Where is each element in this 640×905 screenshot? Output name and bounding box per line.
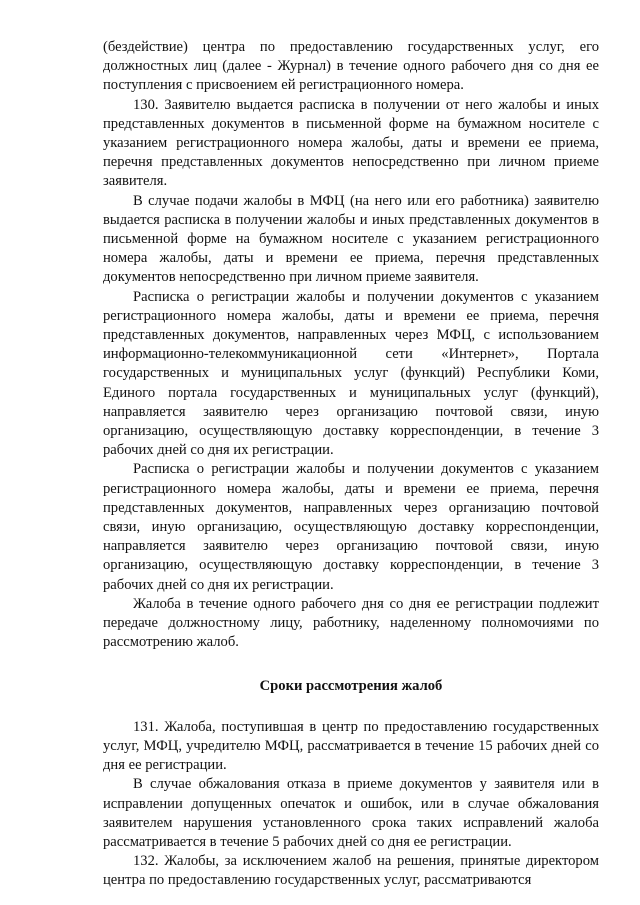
paragraph-receipt-internet: Расписка о регистрации жалобы и получении документов с указанием регистрационного номера жалобы, даты и времени ее приема, перечня представленных документов, направленных через МФЦ, с использованием информационно-телекоммуникационной сети «Интернет», Портала государственных и муниципальных услуг (функций) Республики Коми, Единого портала государственных и муниципальных услуг (функций), направляется заявителю через организацию почтовой связи, иную организацию, осуществляющую доставку корреспонденции, в течение 3 рабочих дней со дня их регистрации. — [103, 288, 599, 459]
paragraph-mfc-receipt: В случае подачи жалобы в МФЦ (на него или его работника) заявителю выдается расписка в получении жалобы и иных представленных документов в письменной форме на бумажном носителе с указанием регистрационного номера жалобы, даты и времени ее приема, перечня представленных документов непосредственно при личном приеме заявителя. — [103, 192, 599, 286]
section-heading: Сроки рассмотрения жалоб — [259, 677, 443, 694]
paragraph-continuation: (бездействие) центра по предоставлению государственных услуг, его должностных лиц (далее - Журнал) в течение одного рабочего дня со дня ее поступления с присвоением ей регистрационного номера. — [103, 39, 599, 94]
paragraph-130: 130. Заявителю выдается расписка в получении от него жалобы и иных представленных документов в письменной форме на бумажном носителе с указанием регистрационного номера жалобы, даты и времени ее приема, перечня представленных документов непосредственно при личном приеме заявителя. — [103, 96, 599, 190]
paragraph-appeal-refusal: В случае обжалования отказа в приеме документов у заявителя или в исправлении допущенных опечаток и ошибок, или в случае обжалования заявителем нарушения установленного срока таких исправлений жалоба рассматривается в течение 5 рабочих дней со дня ее регистрации. — [103, 776, 599, 850]
paragraph-receipt-postal: Расписка о регистрации жалобы и получении документов с указанием регистрационного номера жалобы, даты и времени ее приема, перечня представленных документов, направленных через организацию почтовой связи, иную организацию, осуществляющую доставку корреспонденции, направляется заявителю через организацию почтовой связи, иную организацию, осуществляющую доставку корреспонденции, в течение 3 рабочих дней со дня их регистрации. — [103, 461, 599, 593]
paragraph-131: 131. Жалоба, поступившая в центр по предоставлению государственных услуг, МФЦ, учредителю МФЦ, рассматривается в течение 15 рабочих дней со дня ее регистрации. — [103, 718, 599, 774]
document-page — [103, 38, 599, 891]
paragraph-132: 132. Жалобы, за исключением жалоб на решения, принятые директором центра по предоставлению государственных услуг, рассматриваются — [103, 853, 599, 889]
paragraph-transfer: Жалоба в течение одного рабочего дня со дня ее регистрации подлежит передаче должностному лицу, работнику, наделенному полномочиями по рассмотрению жалоб. — [103, 595, 599, 651]
